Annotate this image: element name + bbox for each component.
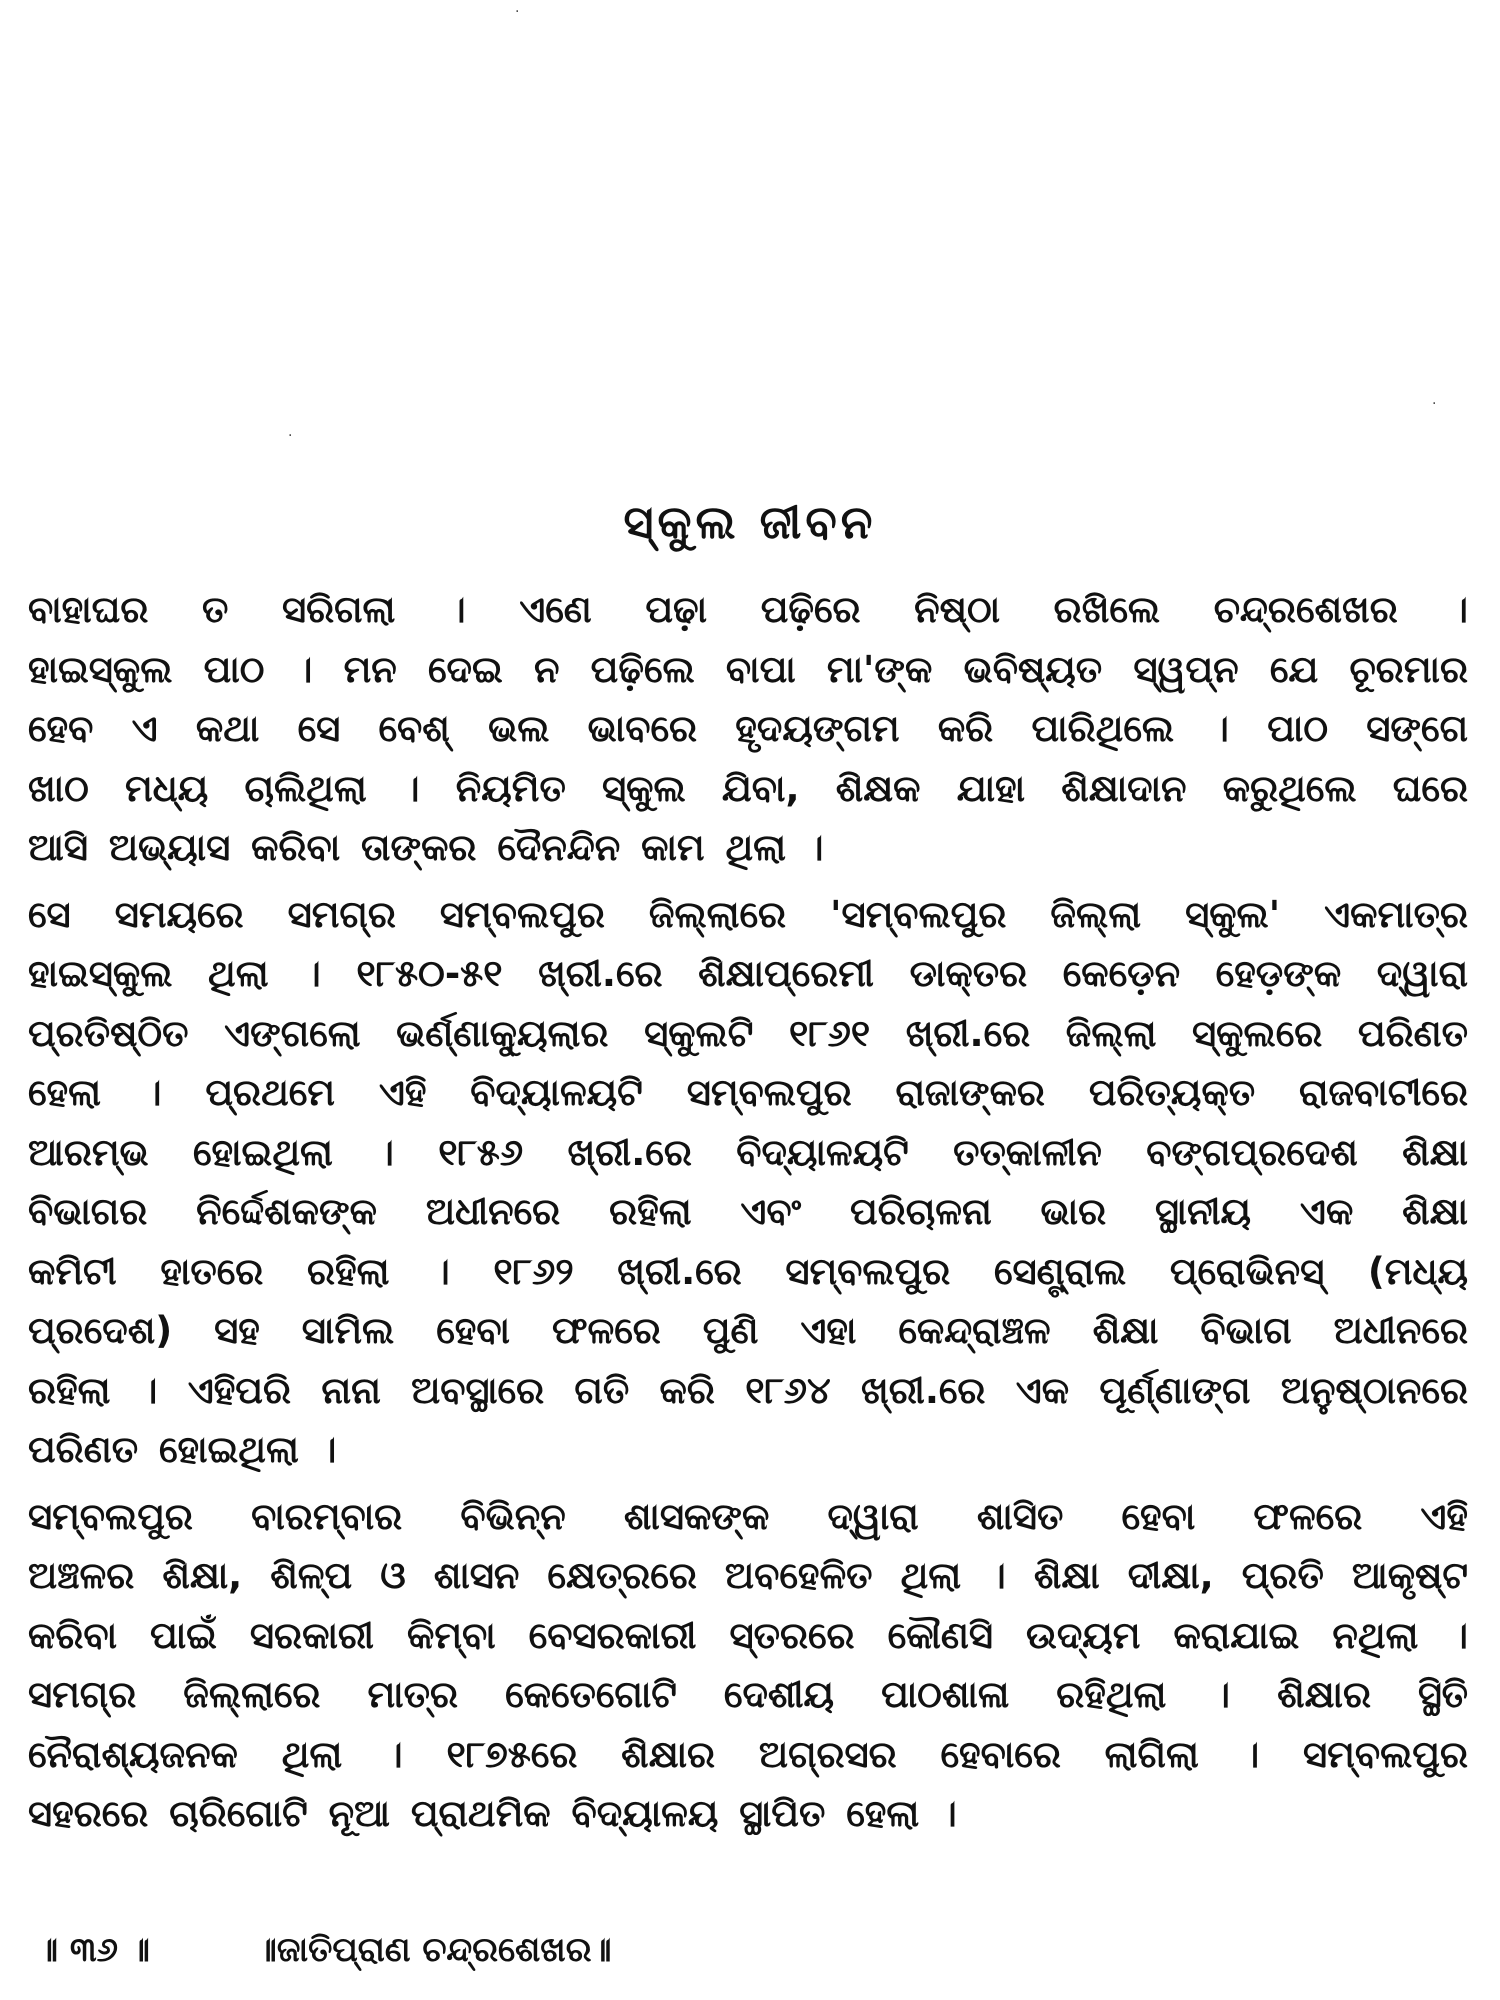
scan-speck: · (1432, 396, 1437, 412)
running-book-title: ॥ଜାତିପ୍ରାଣ ଚନ୍ଦ୍ରଶେଖର॥ (256, 1930, 612, 1970)
text-line: ହାଇସ୍କୁଲ ପାଠ । ମନ ଦେଇ ନ ପଢ଼ିଲେ ବାପା ମା'ଙ୍କ ଭବିଷ୍ୟତ ସ୍ୱପ୍ନ ଯେ ଚୂରମାର (28, 647, 1468, 691)
text-line: ପରିଣତ ହୋଇଥିଲା । (28, 1428, 337, 1471)
chapter-title: ସ୍କୁଲ ଜୀବନ (623, 495, 877, 549)
text-line: ନୈରାଶ୍ୟଜନକ ଥିଲା । ୧୮୭୫ରେ ଶିକ୍ଷାର ଅଗ୍ରସର ହେବାରେ ଲାଗିଲା । ସମ୍ବଲପୁର (28, 1732, 1468, 1776)
text-line: ବିଭାଗର ନିର୍ଦ୍ଦେଶକଙ୍କ ଅଧୀନରେ ରହିଲା ଏବଂ ପରିଚାଳନା ଭାର ସ୍ଥାନୀୟ ଏକ ଶିକ୍ଷା (28, 1190, 1468, 1233)
paragraph (28, 580, 1468, 878)
text-line: କମିଟୀ ହାତରେ ରହିଲା । ୧୮୬୨ ଖ୍ରୀ.ରେ ସମ୍ବଲପୁର ସେଣ୍ଟ୍ରାଲ ପ୍ରୋଭିନସ୍ (ମଧ୍ୟ (28, 1249, 1468, 1293)
paragraph (28, 885, 1468, 1480)
paragraph (28, 1487, 1468, 1844)
text-line: କରିବା ପାଇଁ ସରକାରୀ କିମ୍ବା ବେସରକାରୀ ସ୍ତରରେ କୌଣସି ଉଦ୍ୟମ କରାଯାଇ ନଥିଲା । (28, 1613, 1468, 1657)
text-line: ହେଲା । ପ୍ରଥମେ ଏହି ବିଦ୍ୟାଳୟଟି ସମ୍ବଲପୁର ରାଜାଙ୍କର ପରିତ୍ୟକ୍ତ ରାଜବାଟୀରେ (28, 1071, 1468, 1114)
text-line: ସେ ସମୟରେ ସମଗ୍ର ସମ୍ବଲପୁର ଜିଲ୍ଲାରେ 'ସମ୍ବଲପୁର ଜିଲ୍ଲା ସ୍କୁଲ' ଏକମାତ୍ର (28, 892, 1468, 936)
text-line: ରହିଲା । ଏହିପରି ନାନା ଅବସ୍ଥାରେ ଗତି କରି ୧୮୬୪ ଖ୍ରୀ.ରେ ଏକ ପୂର୍ଣ୍ଣାଙ୍ଗ ଅନୁଷ୍ଠାନରେ (28, 1368, 1468, 1412)
text-line: ଆରମ୍ଭ ହୋଇଥିଲା । ୧୮୫୬ ଖ୍ରୀ.ରେ ବିଦ୍ୟାଳୟଟି ତତ୍କାଳୀନ ବଙ୍ଗପ୍ରଦେଶ ଶିକ୍ଷା (28, 1130, 1468, 1174)
text-line: ବାହାଘର ତ ସରିଗଲା । ଏଣେ ପଢ଼ା ପଢ଼ିରେ ନିଷ୍ଠା ରଖିଲେ ଚନ୍ଦ୍ରଶେଖର । (28, 588, 1468, 631)
scan-speck: · (288, 428, 293, 444)
scan-speck: · (515, 4, 520, 20)
text-line: ଅଞ୍ଚଳର ଶିକ୍ଷା, ଶିଳ୍ପ ଓ ଶାସନ କ୍ଷେତ୍ରରେ ଅବହେଳିତ ଥିଲା । ଶିକ୍ଷା ଦୀକ୍ଷା, ପ୍ରତି ଆକୃଷ୍ଟ (28, 1554, 1468, 1597)
page-footer (38, 1930, 938, 1970)
text-line: ପ୍ରଦେଶ) ସହ ସାମିଲ ହେବା ଫଳରେ ପୁଣି ଏହା କେନ୍ଦ୍ରାଞ୍ଚଳ ଶିକ୍ଷା ବିଭାଗ ଅଧୀନରେ (28, 1309, 1468, 1352)
text-line: ଆସି ଅଭ୍ୟାସ କରିବା ତାଙ୍କର ଦୈନନ୍ଦିନ କାମ ଥିଲା । (28, 826, 824, 869)
page-number: ॥ ୩୬ ॥ (38, 1930, 150, 1970)
text-line: ହେବ ଏ କଥା ସେ ବେଶ୍ ଭଲ ଭାବରେ ହୃଦୟଙ୍ଗମ କରି ପାରିଥିଲେ । ପାଠ ସଙ୍ଗେ (28, 707, 1468, 750)
text-line: ସମଗ୍ର ଜିଲ୍ଲାରେ ମାତ୍ର କେତେଗୋଟି ଦେଶୀୟ ପାଠଶାଳା ରହିଥିଲା । ଶିକ୍ଷାର ସ୍ଥିତି (28, 1673, 1468, 1716)
text-line: ପ୍ରତିଷ୍ଠିତ ଏଙ୍ଗଲୋ ଭର୍ଣ୍ଣାକ୍ୟୁଲାର ସ୍କୁଲଟି ୧୮୬୧ ଖ୍ରୀ.ରେ ଜିଲ୍ଲା ସ୍କୁଲରେ ପରିଣତ (28, 1011, 1468, 1055)
text-line: ସମ୍ବଲପୁର ବାରମ୍ବାର ବିଭିନ୍ନ ଶାସକଙ୍କ ଦ୍ୱାରା ଶାସିତ ହେବା ଫଳରେ ଏହି (28, 1494, 1468, 1538)
text-line: ହାଇସ୍କୁଲ ଥିଲା । ୧୮୫୦-୫୧ ଖ୍ରୀ.ରେ ଶିକ୍ଷାପ୍ରେମୀ ଡାକ୍ତର କେଡ଼େନ ହେଡ଼ଙ୍କ ଦ୍ୱାରା (28, 952, 1468, 995)
text-line: ଖାଠ ମଧ୍ୟ ଚାଲିଥିଲା । ନିୟମିତ ସ୍କୁଲ ଯିବା, ଶିକ୍ଷକ ଯାହା ଶିକ୍ଷାଦାନ କରୁଥିଲେ ଘରେ (28, 766, 1468, 810)
text-line: ସହରରେ ଚାରିଗୋଟି ନୂଆ ପ୍ରାଥମିକ ବିଦ୍ୟାଳୟ ସ୍ଥାପିତ ହେଲା । (28, 1792, 957, 1835)
body-text (28, 580, 1468, 1844)
